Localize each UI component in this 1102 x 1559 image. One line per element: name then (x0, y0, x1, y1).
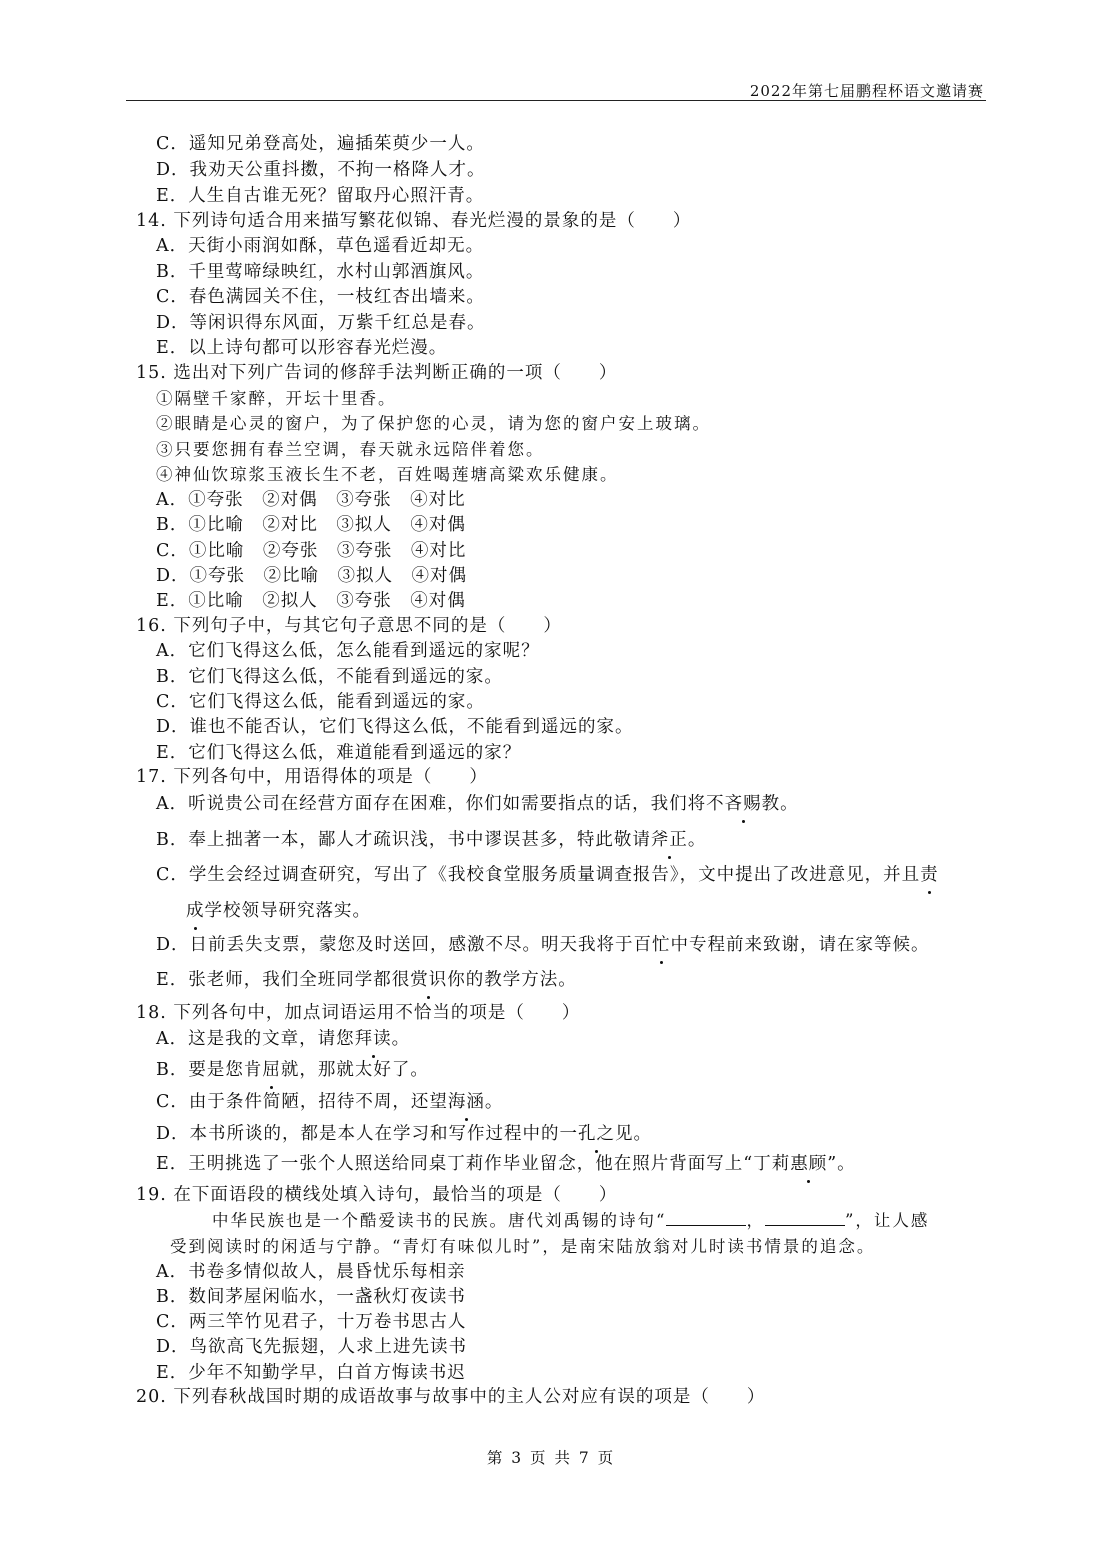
q16-option-b: B．它们飞得这么低，不能看到遥远的家。 (156, 667, 503, 687)
q18-d-end: 。 (633, 1124, 653, 1144)
q18-a-end: 。 (391, 1029, 411, 1049)
q19-passage-cont: ”，让人感 (844, 1211, 930, 1230)
q18-option-c (156, 1091, 503, 1113)
q17-c-dotted-1: 责 (920, 865, 939, 885)
q18-e-end: ”。 (827, 1154, 856, 1174)
q15-option-b: B．①比喻 ②对比 ③拟人 ④对偶 (156, 515, 466, 535)
q18-c-dotted: 海涵 (447, 1092, 485, 1112)
q17-option-e (156, 969, 577, 991)
q19-option-c: C．两三竿竹见君子，十万卷书思古人 (156, 1312, 467, 1332)
q19-passage-sep: ， (746, 1211, 765, 1230)
q14-option-a: A．天街小雨润如酥，草色遥看近却无。 (156, 236, 485, 256)
q14-option-b: B．千里莺啼绿映红，水村山郭酒旗风。 (156, 262, 485, 282)
q17-b-end: 。 (687, 830, 707, 850)
q18-a-dotted: 拜读 (354, 1029, 392, 1049)
fill-blank-2 (765, 1211, 845, 1226)
q18-option-a (156, 1028, 410, 1050)
q19-option-e: E．少年不知勤学早，白首方悔读书迟 (156, 1363, 466, 1383)
q15-option-c: C．①比喻 ②夸张 ③夸张 ④对比 (156, 541, 467, 561)
q18-e-text: E．王明挑选了一张个人照送给同桌丁莉作毕业留念，他在照片背面写上“丁莉 (156, 1154, 791, 1174)
q19-passage-line2: 受到阅读时的闲适与宁静。“青灯有味似儿时”，是南宋陆放翁对儿时读书情景的追念。 (170, 1237, 876, 1256)
q17-option-c-line2 (186, 900, 371, 922)
q18-b-text: B．要是您 (156, 1060, 244, 1080)
q17-option-a (156, 793, 799, 815)
q17-e-dotted: 赏识 (410, 970, 448, 990)
q15-option-a: A．①夸张 ②对偶 ③夸张 ④对比 (156, 490, 466, 510)
q19-passage-line1 (212, 1210, 929, 1232)
q15-stem: 15. 选出对下列广告词的修辞手法判断正确的一项（ ） (136, 363, 618, 383)
q17-b-dotted: 斧正 (650, 830, 688, 850)
q17-option-d (156, 934, 930, 956)
q18-a-text: A．这是我的文章，请您 (156, 1029, 355, 1049)
q18-option-b (156, 1059, 429, 1081)
q19-option-b: B．数间茅屋闲临水，一盏秋灯夜读书 (156, 1287, 466, 1307)
q16-option-d: D．谁也不能否认，它们飞得这么低，不能看到遥远的家。 (156, 717, 634, 737)
fill-blank-1 (666, 1211, 746, 1226)
q17-e-end: 你的教学方法。 (447, 970, 577, 990)
q15-option-e: E．①比喻 ②拟人 ③夸张 ④对偶 (156, 591, 466, 611)
q16-option-a: A．它们飞得这么低，怎么能看到遥远的家呢？ (156, 641, 540, 661)
q17-d-end: 专程前来致谢，请在家等候。 (689, 935, 930, 955)
q17-c-end: 学校领导研究落实。 (204, 901, 371, 921)
q18-e-dotted: 惠顾 (790, 1154, 828, 1174)
q18-option-d (156, 1123, 652, 1145)
q19-option-a: A．书卷多情似故人，晨昏忧乐每相亲 (156, 1262, 466, 1282)
q17-stem: 17. 下列各句中，用语得体的项是（ ） (136, 767, 488, 787)
q15-option-d: D．①夸张 ②比喻 ③拟人 ④对偶 (156, 566, 468, 586)
q19-stem: 19. 在下面语段的横线处填入诗句，最恰当的项是（ ） (136, 1185, 618, 1205)
q13-option-e: E．人生自古谁无死？留取丹心照汗青。 (156, 186, 485, 206)
q13-option-c: C．遥知兄弟登高处，遍插茱萸少一人。 (156, 134, 485, 154)
exam-title: 2022年第七届鹏程杯语文邀请赛 (749, 82, 984, 100)
q15-item-4: ④神仙饮琼浆玉液长生不老，百姓喝莲塘高粱欢乐健康。 (156, 465, 619, 484)
q19-passage-text: 中华民族也是一个酷爱读书的民族。唐代刘禹锡的诗句“ (212, 1211, 667, 1230)
q13-option-d: D．我劝天公重抖擞，不拘一格降人才。 (156, 160, 486, 180)
page-number: 第 3 页 共 7 页 (486, 1449, 616, 1467)
q18-option-e (156, 1153, 856, 1175)
q18-b-dotted: 肯屈就 (243, 1060, 300, 1080)
q16-stem: 16. 下列句子中，与其它句子意思不同的是（ ） (136, 616, 562, 636)
q15-item-2: ②眼睛是心灵的窗户，为了保护您的心灵，请为您的窗户安上玻璃。 (156, 414, 711, 433)
q18-c-text: C．由于条件简陋，招待不周，还望 (156, 1092, 448, 1112)
q19-option-d: D．鸟欲高飞先振翅，人求上进先读书 (156, 1337, 468, 1357)
q18-d-text: D．本书所谈的，都是本人在学习和写作过程中的 (156, 1124, 560, 1144)
q17-option-c-line1 (156, 864, 939, 886)
q18-d-dotted: 一孔之见 (559, 1124, 634, 1144)
header-divider (126, 100, 986, 101)
q17-option-b (156, 829, 706, 851)
q17-c-dotted-2: 成 (186, 901, 205, 921)
q18-b-end: ，那就太好了。 (299, 1060, 429, 1080)
q20-stem: 20. 下列春秋战国时期的成语故事与故事中的主人公对应有误的项是（ ） (136, 1387, 766, 1407)
q17-c-text: C．学生会经过调查研究，写出了《我校食堂服务质量调查报告》，文中提出了改进意见，并且 (156, 865, 921, 885)
q14-stem: 14. 下列诗句适合用来描写繁花似锦、春光烂漫的景象的是（ ） (136, 211, 692, 231)
q16-option-e: E．它们飞得这么低，难道能看到遥远的家？ (156, 743, 522, 763)
q14-option-c: C．春色满园关不住，一枝红杏出墙来。 (156, 287, 485, 307)
q17-a-dotted: 不吝赐教 (706, 794, 781, 814)
q18-stem: 18. 下列各句中，加点词语运用不恰当的项是（ ） (136, 1003, 581, 1023)
q17-b-text: B．奉上拙著一本，鄙人才疏识浅，书中谬误甚多，特此敬请 (156, 830, 651, 850)
q17-d-text: D．日前丢失支票，蒙您及时送回，感激不尽。明天我将于 (156, 935, 634, 955)
q15-item-1: ①隔壁千家醉，开坛十里香。 (156, 389, 397, 408)
q17-e-text: E．张老师，我们全班同学都很 (156, 970, 411, 990)
page-header (0, 0, 1102, 102)
q15-item-3: ③只要您拥有春兰空调，春天就永远陪伴着您。 (156, 440, 545, 459)
q17-a-end: 。 (780, 794, 799, 814)
q17-d-dotted: 百忙中 (633, 935, 690, 955)
q16-option-c: C．它们飞得这么低，能看到遥远的家。 (156, 692, 485, 712)
q14-option-d: D．等闲识得东风面，万紫千红总是春。 (156, 313, 486, 333)
q18-c-end: 。 (484, 1092, 504, 1112)
q14-option-e: E．以上诗句都可以形容春光烂漫。 (156, 338, 448, 358)
q17-a-text: A．听说贵公司在经营方面存在困难，你们如需要指点的话，我们将 (156, 794, 707, 814)
